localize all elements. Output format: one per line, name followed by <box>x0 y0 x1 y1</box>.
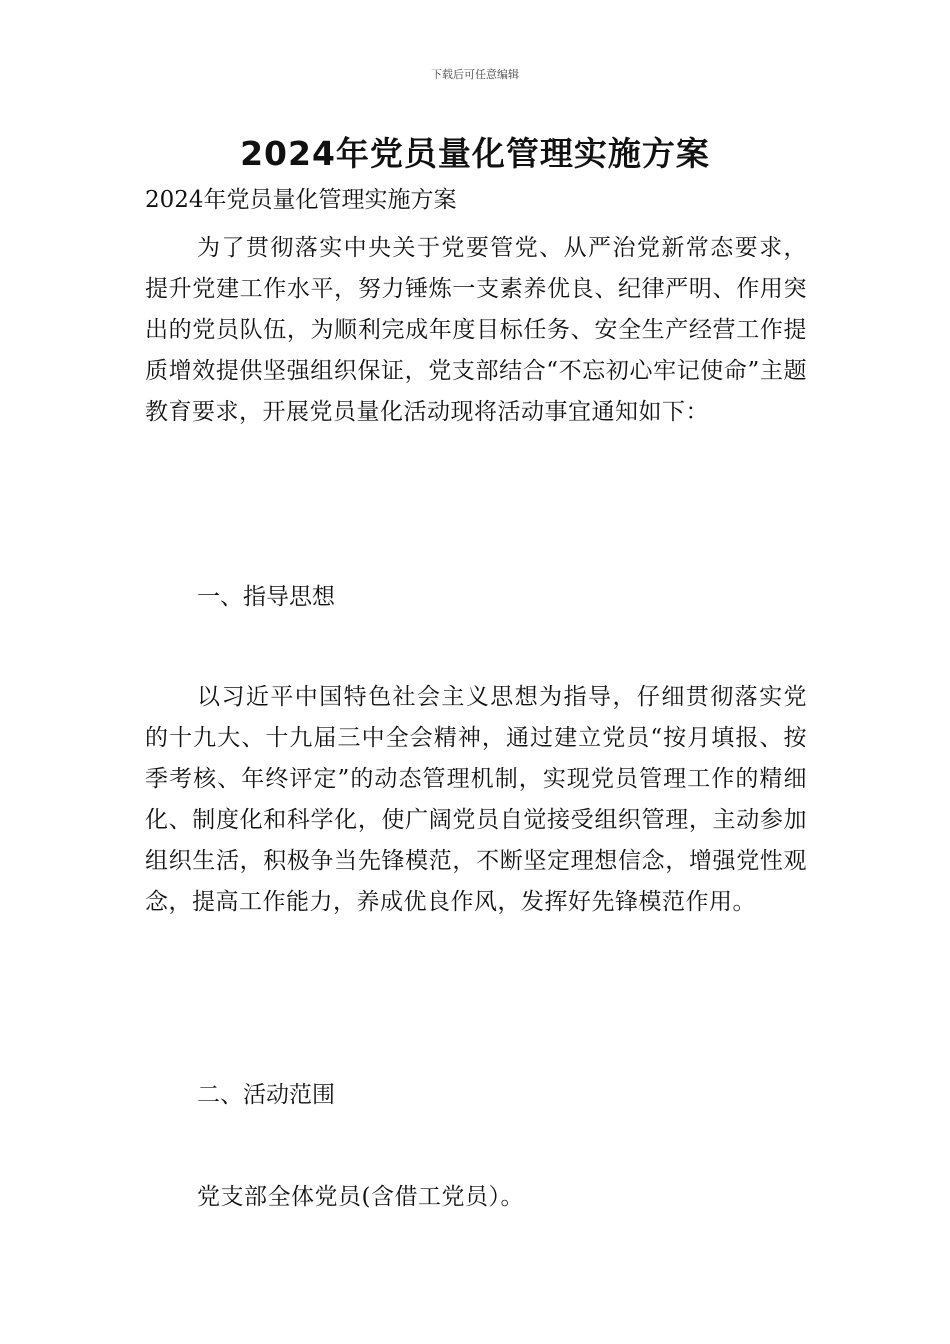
page-header-note: 下载后可任意编辑 <box>431 68 519 81</box>
section-heading-activity-scope: 二、活动范围 <box>197 1082 335 1108</box>
activity-scope-paragraph: 党支部全体党员(含借工党员）。 <box>197 1184 524 1210</box>
intro-paragraph: 为了贯彻落实中央关于党要管党、从严治党新常态要求，提升党建工作水平，努力锤炼一支素养优良、纪律严明、作用突出的党员队伍，为顺利完成年度目标任务、安全生产经营工作提质增效提供坚强组织保证，党支部结合“不忘初心牢记使命”主题教育要求，开展党员量化活动现将活动事宜通知如下： <box>145 235 807 425</box>
guiding-ideology-paragraph: 以习近平中国特色社会主义思想为指导，仔细贯彻落实党的十九大、十九届三中全会精神，通过建立党员“按月填报、按季考核、年终评定”的动态管理机制，实现党员管理工作的精细化、制度化和科学化，使广阔党员自觉接受组织管理，主动参加组织生活，积极争当先锋模范，不断坚定理想信念，增强党性观念，提高工作能力，养成优良作风，发挥好先锋模范作用。 <box>145 684 807 915</box>
section-heading-guiding-ideology: 一、指导思想 <box>197 584 335 610</box>
document-subtitle: 2024年党员量化管理实施方案 <box>145 187 457 213</box>
document-title: 2024年党员量化管理实施方案 <box>240 134 710 173</box>
